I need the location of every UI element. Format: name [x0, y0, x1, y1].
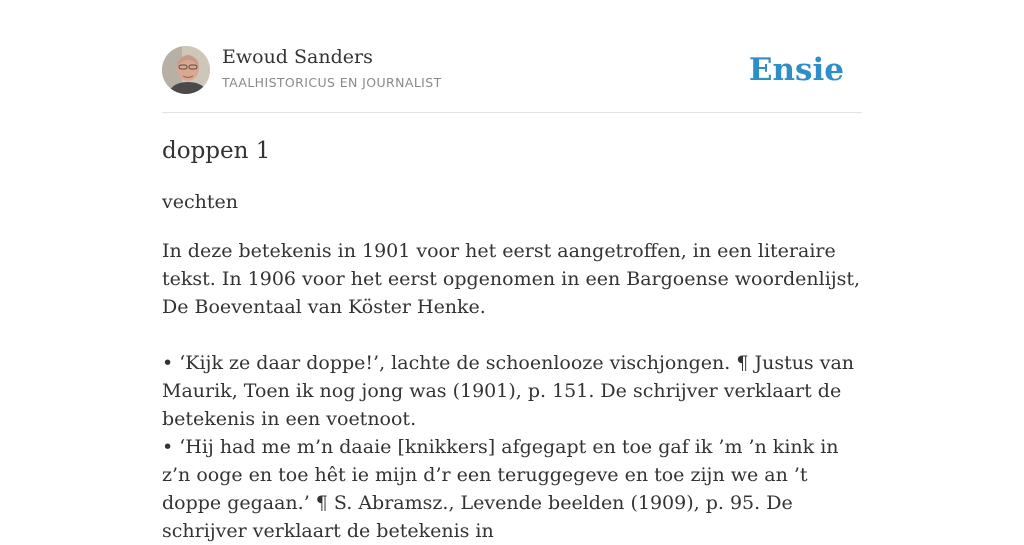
paragraph-gap — [162, 321, 862, 349]
page — [162, 0, 862, 542]
entry-paragraph-intro: In deze betekenis in 1901 voor het eerst aangetroffen, in een literaire tekst. In 1906 voor het eerst opgenomen in een Bargoense woordenlijst, De Boeventaal van Köster Henke. — [162, 240, 861, 318]
entry-meaning: vechten — [162, 191, 238, 213]
header-divider — [162, 112, 862, 113]
author-name[interactable]: Ewoud Sanders — [222, 46, 373, 68]
author-avatar[interactable] — [162, 46, 210, 94]
ensie-logo[interactable]: Ensie — [748, 52, 844, 88]
avatar-portrait-icon — [162, 46, 210, 94]
author-header — [162, 46, 862, 96]
entry-title: doppen 1 — [162, 138, 271, 164]
entry-citation-2: • ‘Hij had me m’n daaie [knikkers] afgegapt en toe gaf ik ’m ’n kink in z’n ooge en toe hêt ie mijn d’r een teruggegeve en toe zijn we an ’t doppe gegaan.’ ¶ S. Abramsz., Levende beelden (1909), p. 95. De schrijver verklaart de betekenis in — [162, 436, 839, 542]
author-role: TAALHISTORICUS EN JOURNALIST — [222, 75, 442, 90]
entry-body — [162, 237, 862, 545]
entry-citation-1: • ‘Kijk ze daar doppe!’, lachte de schoenlooze vischjongen. ¶ Justus van Maurik, Toen ik nog jong was (1901), p. 151. De schrijver verklaart de betekenis in een voetnoot. — [162, 352, 855, 430]
